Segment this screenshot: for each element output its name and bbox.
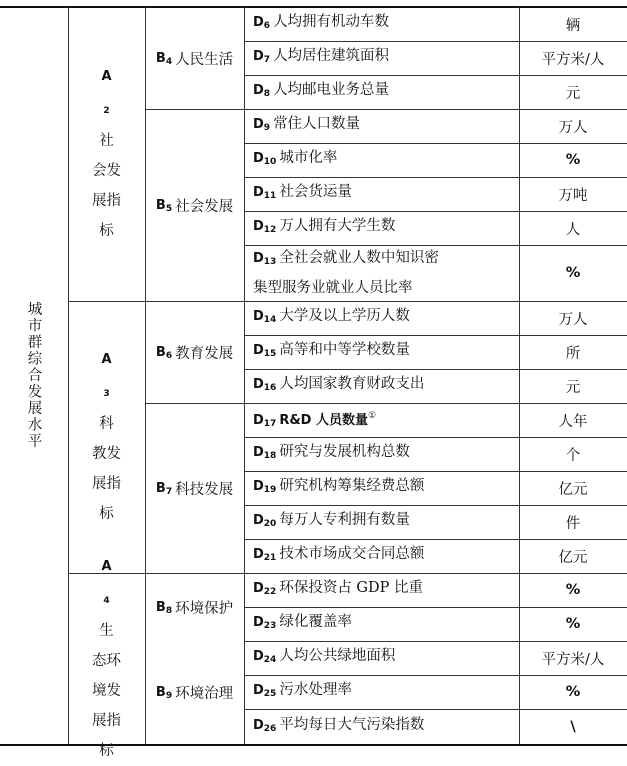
- code-letter: D: [253, 251, 264, 266]
- unit-cell: 元: [565, 85, 581, 102]
- unit-cell: 万人: [558, 311, 588, 328]
- code-letter: D: [253, 117, 264, 132]
- a-group-text: 科: [99, 416, 114, 432]
- indicator-code: [253, 308, 276, 324]
- code-subscript: 15: [263, 349, 277, 359]
- a-group-line: [92, 186, 121, 216]
- indicator-name: [253, 213, 395, 243]
- b-group-cell: [145, 641, 244, 744]
- indicator-label: 环保投资占 GDP 比重: [279, 580, 424, 596]
- indicator-code: [253, 14, 270, 30]
- code-letter: D: [253, 377, 264, 392]
- indicator-code: [253, 648, 276, 664]
- code-letter: A: [101, 69, 112, 84]
- code-subscript: 7: [263, 55, 271, 65]
- indicator-name: [253, 643, 395, 673]
- a-group-line: [99, 736, 114, 766]
- indicator-code: [156, 344, 172, 361]
- code-subscript: 8: [263, 89, 271, 99]
- code-letter: D: [253, 683, 264, 698]
- a-group-text: 社: [99, 133, 114, 149]
- indicator-label: 高等和中等学校数量: [279, 342, 410, 358]
- indicator-name: [253, 179, 352, 209]
- indicator-label: 人均邮电业务总量: [273, 82, 390, 98]
- code-subscript: 21: [263, 553, 277, 563]
- indicator-name: [253, 439, 410, 469]
- indicator-code: [253, 717, 276, 733]
- indicator-code: [253, 412, 276, 428]
- a-group-text: 展指: [92, 476, 121, 492]
- indicator-code: [253, 614, 276, 630]
- indicator-label: 人均拥有机动车数: [273, 14, 390, 30]
- indicator-label: 每万人专利拥有数量: [279, 512, 410, 528]
- indicator-label: 城市化率: [279, 150, 338, 166]
- code-subscript: 13: [263, 257, 277, 267]
- code-subscript: 9: [165, 691, 173, 701]
- table-row: [244, 335, 519, 369]
- unit-cell: 平方米/人: [541, 51, 605, 68]
- unit-cell: 亿元: [558, 549, 588, 566]
- indicator-name: [253, 609, 352, 639]
- indicator-label-line2: 集型服务业就业人员比率: [253, 280, 413, 296]
- b-group-label: 社会发展: [175, 198, 234, 215]
- code-letter: D: [253, 717, 264, 733]
- table-row: [244, 505, 519, 539]
- a-group-text: 标: [99, 742, 114, 759]
- a-group-text: 教发: [92, 446, 121, 462]
- code-subscript: 10: [263, 157, 277, 167]
- indicator-label: 绿化覆盖率: [279, 614, 352, 630]
- table-row: [244, 369, 519, 403]
- indicator-code: [253, 342, 276, 358]
- code-subscript: 20: [263, 519, 277, 529]
- a-group-text: 展指: [92, 193, 121, 209]
- indicator-label: 常住人口数量: [273, 116, 361, 132]
- code-subscript: 5: [165, 203, 173, 214]
- code-subscript: 6: [263, 21, 271, 31]
- table-row: [244, 41, 519, 75]
- unit-cell: 件: [565, 515, 581, 532]
- table-row: [244, 675, 519, 709]
- code-subscript: 22: [263, 587, 277, 597]
- indicator-name: [253, 337, 410, 367]
- code-subscript: 17: [263, 419, 277, 429]
- indicator-code: [156, 684, 172, 701]
- unit-cell: %: [565, 152, 581, 168]
- indicator-name: [253, 712, 424, 742]
- table-row: [244, 245, 519, 301]
- b-group-cell: [145, 573, 244, 641]
- code-subscript: 9: [263, 123, 271, 133]
- indicator-code: [253, 546, 276, 562]
- indicator-name: [253, 145, 337, 175]
- table-row: [244, 573, 519, 607]
- a-group-line: [99, 216, 114, 246]
- a-group-line: [92, 676, 121, 706]
- indicator-label: 人均居住建筑面积: [273, 48, 390, 64]
- code-letter: D: [253, 413, 264, 428]
- code-letter: B: [155, 685, 166, 700]
- code-subscript: 24: [263, 655, 277, 665]
- indicator-code: [156, 50, 172, 67]
- footnote-marker: ①: [368, 411, 377, 421]
- b-group-label: 环境保护: [175, 600, 234, 617]
- a-group-line: [99, 62, 114, 156]
- code-letter: D: [253, 83, 264, 98]
- indicator-label: 大学及以上学历人数: [279, 308, 410, 324]
- table-row: [244, 177, 519, 211]
- a-group-line: [99, 552, 114, 646]
- table-row: [244, 709, 519, 744]
- indicator-label: 社会货运量: [279, 184, 352, 200]
- code-subscript: 8: [165, 605, 173, 616]
- indicator-code: [253, 48, 270, 64]
- code-letter: D: [253, 185, 264, 200]
- indicator-label: 人均公共绿地面积: [279, 648, 396, 664]
- code-subscript: 4: [165, 56, 173, 67]
- a-group-cell: [68, 7, 145, 301]
- code-subscript: 3: [103, 389, 110, 399]
- a-group-line: [92, 706, 121, 736]
- indicator-label: R&D 人员数量: [279, 413, 368, 428]
- indicator-name: [253, 43, 389, 73]
- indicator-code: [156, 480, 172, 497]
- code-letter: D: [253, 547, 264, 562]
- indicator-code: [253, 580, 276, 596]
- indicator-code: [253, 184, 276, 200]
- code-letter: D: [253, 15, 264, 30]
- indicator-code: [253, 82, 270, 98]
- code-letter: A: [101, 352, 112, 367]
- a-group-text: 境发: [92, 682, 121, 699]
- code-subscript: 12: [263, 225, 277, 235]
- indicator-code: [253, 150, 276, 166]
- a-group-line: [99, 345, 114, 439]
- unit-cell: 个: [565, 447, 581, 464]
- a-group-text: 标: [99, 223, 114, 239]
- indicator-name: [253, 403, 376, 437]
- table-row: [244, 301, 519, 335]
- indicator-name: [253, 303, 410, 333]
- a-group-text: 展指: [92, 712, 121, 729]
- table-row: [244, 7, 519, 41]
- indicator-name: [253, 245, 439, 301]
- indicator-code: [253, 512, 276, 528]
- code-letter: B: [155, 599, 166, 615]
- table-row: [244, 403, 519, 437]
- unit-cell: 元: [565, 379, 581, 396]
- code-subscript: 26: [263, 723, 277, 734]
- unit-cell: 人: [565, 221, 581, 238]
- code-letter: D: [253, 309, 264, 324]
- a-group-line: [92, 439, 121, 469]
- a-group-cell: [68, 301, 145, 573]
- indicator-label: 平均每日大气污染指数: [279, 716, 425, 733]
- unit-cell: 万人: [558, 119, 588, 136]
- unit-cell: 辆: [565, 17, 581, 34]
- b-group-label: 环境治理: [175, 686, 234, 702]
- table-row: [244, 211, 519, 245]
- code-subscript: 4: [103, 595, 110, 606]
- table-row: [244, 641, 519, 675]
- indicator-name: [253, 473, 424, 503]
- code-letter: D: [253, 479, 264, 494]
- b-group-label: 人民生活: [175, 51, 234, 68]
- code-subscript: 18: [263, 451, 277, 461]
- indicator-label: 全社会就业人数中知识密: [279, 250, 439, 266]
- indicator-label: 人均国家教育财政支出: [279, 376, 425, 392]
- a-group-cell: [68, 558, 145, 759]
- indicator-code: [156, 599, 172, 616]
- a-group-text: 会发: [92, 163, 121, 179]
- indicator-code: [253, 444, 276, 460]
- b-group-label: 教育发展: [175, 345, 234, 362]
- code-letter: D: [253, 49, 264, 64]
- indicator-code: [253, 218, 276, 234]
- b-group-cell: [145, 109, 244, 301]
- code-subscript: 25: [263, 689, 277, 699]
- indicator-code: [99, 552, 114, 616]
- indicator-name: [253, 575, 423, 605]
- a-group-text: 生: [99, 622, 114, 639]
- indicator-code: [253, 250, 276, 266]
- unit-cell: 平方米/人: [541, 651, 605, 668]
- unit-cell: %: [565, 684, 581, 700]
- code-subscript: 11: [263, 191, 277, 201]
- code-letter: D: [253, 513, 264, 528]
- indicator-name: [253, 507, 410, 537]
- code-letter: D: [253, 151, 264, 166]
- a-group-line: [99, 499, 114, 529]
- table-row: [244, 75, 519, 109]
- indicator-code: [156, 197, 172, 214]
- b-group-cell: [145, 403, 244, 573]
- indicator-code: [99, 345, 114, 409]
- indicator-label: 研究与发展机构总数: [279, 444, 410, 460]
- code-letter: D: [253, 581, 264, 596]
- indicator-code: [253, 116, 270, 132]
- indicator-label: 万人拥有大学生数: [279, 218, 396, 234]
- code-letter: B: [155, 50, 166, 66]
- b-group-cell: [145, 7, 244, 109]
- indicator-name: [253, 9, 389, 39]
- a-group-text: 态环: [92, 652, 121, 669]
- code-subscript: 23: [263, 621, 277, 631]
- code-letter: A: [101, 558, 112, 574]
- code-subscript: 19: [263, 485, 277, 495]
- table-row: [244, 539, 519, 573]
- code-letter: B: [155, 480, 166, 496]
- indicator-name: [253, 111, 360, 141]
- unit-cell: \: [570, 718, 576, 735]
- table-row: [244, 143, 519, 177]
- code-letter: B: [155, 197, 166, 213]
- a-group-line: [92, 469, 121, 499]
- code-subscript: 6: [165, 350, 173, 361]
- code-subscript: 2: [103, 106, 110, 116]
- indicator-name: [253, 541, 424, 571]
- root-label: 城市群综合发展水平: [25, 301, 42, 450]
- unit-cell: 万吨: [558, 187, 588, 204]
- b-group-label: 科技发展: [175, 481, 234, 498]
- indicator-label: 技术市场成交合同总额: [279, 546, 425, 562]
- unit-cell: %: [565, 265, 581, 281]
- table-row: [244, 607, 519, 641]
- code-letter: D: [253, 649, 264, 664]
- indicator-code: [99, 62, 114, 126]
- b-group-cell: [145, 301, 244, 403]
- code-letter: D: [253, 615, 264, 630]
- indicator-name: [253, 77, 389, 107]
- a-group-text: 标: [99, 506, 114, 522]
- indicator-code: [253, 682, 276, 698]
- unit-cell: 亿元: [558, 481, 588, 498]
- table-row: [244, 471, 519, 505]
- code-subscript: 14: [263, 315, 277, 325]
- indicator-name: [253, 677, 352, 707]
- a-group-line: [92, 646, 121, 676]
- code-letter: D: [253, 343, 264, 358]
- indicator-code: [253, 376, 276, 392]
- code-subscript: 7: [165, 486, 173, 497]
- unit-cell: %: [565, 616, 581, 632]
- table-bottom-rule: [0, 744, 627, 746]
- unit-cell: 所: [565, 345, 581, 362]
- unit-cell: 人年: [558, 413, 588, 430]
- indicator-code: [253, 478, 276, 494]
- code-subscript: 16: [263, 383, 277, 393]
- indicator-name: [253, 371, 424, 401]
- table-row: [244, 109, 519, 143]
- a-group-line: [92, 156, 121, 186]
- indicator-label: 污水处理率: [279, 682, 352, 698]
- indicator-label: 研究机构筹集经费总额: [279, 478, 425, 494]
- unit-cell: %: [565, 582, 581, 598]
- code-letter: B: [155, 344, 166, 360]
- table-row: [244, 437, 519, 471]
- code-letter: D: [253, 219, 264, 234]
- code-letter: D: [253, 445, 264, 460]
